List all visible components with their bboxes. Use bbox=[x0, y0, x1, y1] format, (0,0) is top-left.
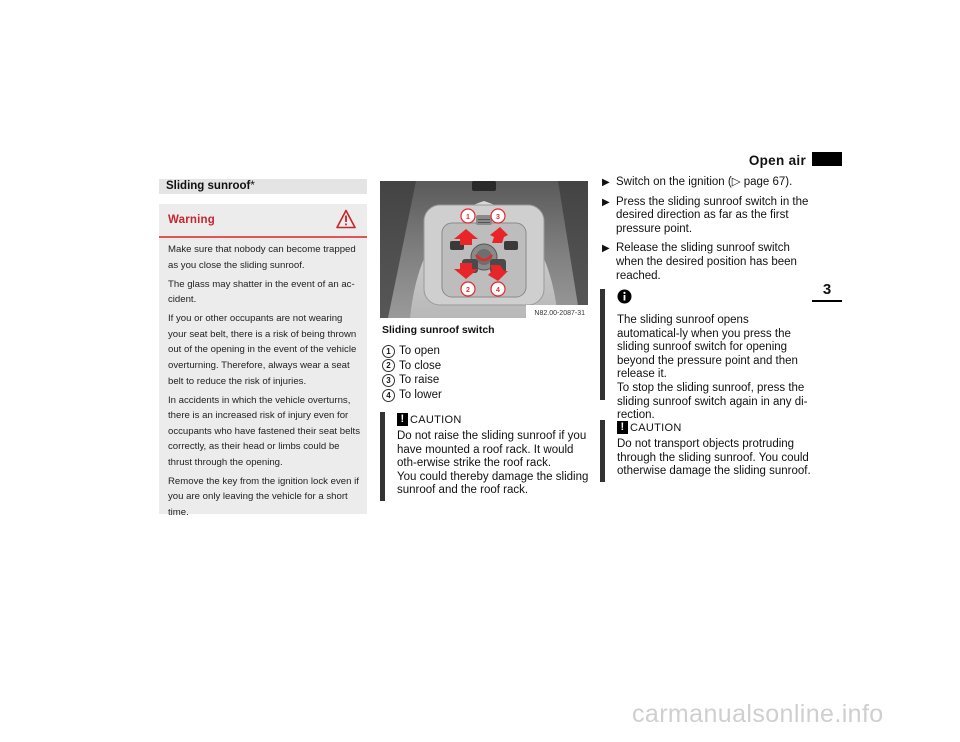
legend-number: 2 bbox=[382, 359, 395, 372]
switch-legend bbox=[382, 344, 442, 402]
caution-line: Do not raise the sliding sunroof if you have mounted a roof rack. It would oth-erwise strike the roof rack. bbox=[397, 430, 587, 470]
info-line: The sliding sunroof opens automatical-ly when you press the sliding sunroof switch for opening beyond the pressure point and then release it. bbox=[617, 314, 798, 381]
legend-text: To open bbox=[399, 345, 440, 357]
caution-title: CAUTION bbox=[630, 421, 682, 434]
figure-caption: Sliding sunroof switch bbox=[382, 324, 495, 336]
caution-heading bbox=[397, 413, 589, 426]
sunroof-switch-photo bbox=[380, 181, 588, 318]
step-text: Release the sliding sunroof switch when the desired position has been reached. bbox=[616, 242, 797, 282]
site-watermark: carmanualsonline.info bbox=[632, 700, 884, 728]
warning-paragraph: The glass may shatter in the event of an ac-cident. bbox=[168, 278, 355, 306]
caution-side-rule bbox=[600, 420, 605, 482]
caution-line: You could thereby damage the sliding sunroof and the roof rack. bbox=[397, 470, 589, 497]
section-title bbox=[166, 180, 255, 192]
legend-item bbox=[382, 344, 442, 359]
step-arrow-icon: ▶ bbox=[602, 243, 610, 255]
instruction-steps bbox=[602, 176, 810, 289]
figure-callout: 3 bbox=[496, 214, 500, 221]
caution-title: CAUTION bbox=[410, 413, 462, 426]
info-line: To stop the sliding sunroof, press the sliding sunroof switch again in any di-rection. bbox=[617, 381, 808, 422]
chapter-number: 3 bbox=[822, 281, 832, 298]
info-text bbox=[617, 314, 811, 423]
warning-triangle-icon bbox=[336, 209, 356, 229]
caution-text bbox=[617, 438, 811, 479]
legend-text: To lower bbox=[399, 388, 442, 401]
info-side-rule bbox=[600, 289, 605, 400]
step-text: Switch on the ignition (▷ page 67). bbox=[616, 176, 793, 188]
legend-text: To close bbox=[399, 359, 442, 372]
legend-item bbox=[382, 373, 442, 388]
warning-paragraph: Remove the key from the ignition lock even if you are only leaving the vehicle for a short time. bbox=[168, 475, 359, 519]
caution-side-rule bbox=[380, 412, 385, 501]
legend-number: 4 bbox=[382, 389, 395, 402]
figure-ref-code: N82.00-2087-31 bbox=[534, 310, 585, 317]
section-title-text: Sliding sunroof bbox=[166, 180, 251, 192]
legend-number: 1 bbox=[382, 345, 395, 358]
exclamation-icon: ! bbox=[397, 413, 408, 426]
chapter-rule bbox=[812, 300, 842, 302]
warning-paragraph: Make sure that nobody can become trapped as you close the sliding sunroof. bbox=[168, 244, 356, 271]
caution-note bbox=[617, 421, 811, 479]
instruction-step bbox=[602, 176, 810, 190]
legend-item bbox=[382, 388, 442, 403]
warning-divider bbox=[159, 236, 367, 238]
warning-paragraph: If you or other occupants are not wearing your seat belt, there is a risk of being thrown out of the opening in the event of the vehicle overturning. Therefore, always wear a seat belt to reduce the risk of injuries. bbox=[168, 313, 357, 387]
legend-text: To raise bbox=[399, 374, 440, 387]
header-tab-block bbox=[812, 152, 842, 166]
legend-number: 3 bbox=[382, 374, 395, 387]
step-arrow-icon: ▶ bbox=[602, 177, 610, 188]
caution-heading bbox=[617, 421, 811, 434]
legend-item bbox=[382, 359, 442, 374]
info-icon bbox=[617, 289, 632, 304]
caution-line: Do not transport objects protruding through the sliding sunroof. You could otherwise damage the sliding sunroof. bbox=[617, 438, 811, 478]
caution-text bbox=[397, 430, 589, 498]
step-arrow-icon: ▶ bbox=[602, 196, 610, 208]
instruction-step bbox=[602, 196, 810, 237]
warning-text bbox=[168, 242, 362, 524]
caution-note bbox=[397, 413, 589, 498]
warning-paragraph: In accidents in which the vehicle overturns, there is an increased risk of injury even for occupants who have fastened their seat belts correctly, as their head or limbs could be thrust through the opening. bbox=[168, 394, 360, 468]
warning-title: Warning bbox=[168, 214, 215, 226]
step-text: Press the sliding sunroof switch in the desired direction as far as the first pressure point. bbox=[616, 195, 809, 235]
section-title-suffix: * bbox=[250, 180, 255, 192]
info-note bbox=[617, 289, 811, 423]
instruction-step bbox=[602, 242, 810, 283]
exclamation-icon: ! bbox=[617, 421, 628, 434]
figure-callout: 1 bbox=[466, 214, 470, 221]
figure-callout: 4 bbox=[496, 287, 500, 294]
page-header-title: Open air bbox=[748, 153, 806, 168]
figure-callout: 2 bbox=[466, 287, 470, 294]
